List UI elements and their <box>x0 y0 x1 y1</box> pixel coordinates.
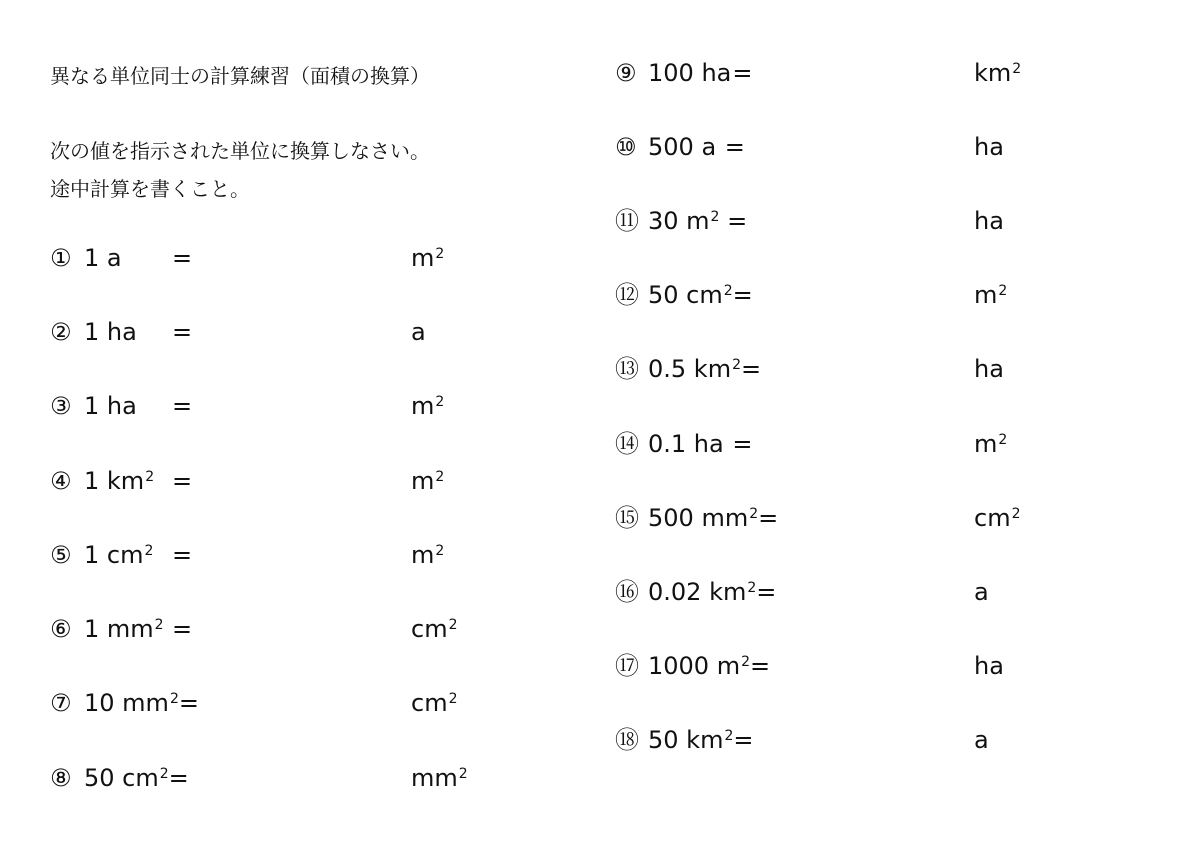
quantity-value: 100 ha <box>648 59 732 87</box>
problem-number: ⑰ <box>615 652 639 680</box>
target-unit <box>974 649 1005 683</box>
quantity-value: 1 ha <box>84 392 137 420</box>
equals-sign: = <box>733 726 754 754</box>
target-unit <box>411 315 427 349</box>
problem-quantity <box>648 204 747 238</box>
quantity-exponent: 2 <box>145 469 155 485</box>
equals-sign: = <box>178 689 199 717</box>
unit-exponent: 2 <box>435 469 445 485</box>
unit-label: a <box>411 318 426 346</box>
instruction-line-2: 途中計算を書くこと。 <box>50 177 250 201</box>
target-unit <box>974 204 1005 238</box>
target-unit <box>974 130 1005 164</box>
problem-number: ⑯ <box>615 578 639 606</box>
unit-label: ha <box>974 133 1004 161</box>
quantity-value: 10 mm <box>84 689 169 717</box>
problem-quantity <box>84 686 199 720</box>
quantity-value: 50 km <box>648 726 724 754</box>
problem-number: ⑥ <box>50 615 72 643</box>
unit-label: km <box>974 59 1012 87</box>
quantity-value: 0.02 km <box>648 578 747 606</box>
problem-number: ① <box>50 244 72 272</box>
problem-number: ⑮ <box>615 504 639 532</box>
equals-sign: = <box>172 318 193 346</box>
problem-quantity <box>84 241 123 275</box>
instruction-line-1: 次の値を指示された単位に換算しなさい。 <box>50 139 430 163</box>
problem-number: ④ <box>50 467 72 495</box>
target-unit <box>411 612 458 646</box>
unit-exponent: 2 <box>448 691 458 707</box>
target-unit <box>411 389 444 423</box>
equals-sign: = <box>724 430 753 458</box>
problem-number: ⑦ <box>50 689 72 717</box>
equals-sign: = <box>172 541 193 569</box>
target-unit <box>411 538 444 572</box>
problem-quantity <box>84 389 138 423</box>
unit-exponent: 2 <box>458 766 468 782</box>
quantity-value: 50 cm <box>84 764 159 792</box>
equals-sign: = <box>750 652 771 680</box>
problem-number: ⑩ <box>615 133 637 161</box>
quantity-value: 30 m <box>648 207 710 235</box>
quantity-exponent: 2 <box>741 654 751 670</box>
problem-number: ⑬ <box>615 355 639 383</box>
quantity-exponent: 2 <box>749 506 759 522</box>
unit-label: cm <box>411 689 448 717</box>
unit-exponent: 2 <box>435 394 445 410</box>
quantity-exponent: 2 <box>723 283 733 299</box>
target-unit <box>974 278 1007 312</box>
problem-number: ⑧ <box>50 764 72 792</box>
quantity-value: 500 mm <box>648 504 749 532</box>
problem-quantity <box>648 427 752 461</box>
problem-number: ⑤ <box>50 541 72 569</box>
quantity-value: 1 ha <box>84 318 137 346</box>
unit-label: m <box>411 392 435 420</box>
problem-quantity <box>648 723 753 757</box>
equals-sign: = <box>172 244 193 272</box>
equals-sign: = <box>758 504 779 532</box>
unit-label: m <box>974 281 998 309</box>
unit-label: m <box>411 244 435 272</box>
quantity-exponent: 2 <box>724 728 734 744</box>
equals-sign: = <box>741 355 762 383</box>
problem-quantity <box>648 278 753 312</box>
unit-exponent: 2 <box>998 283 1008 299</box>
unit-label: m <box>411 541 435 569</box>
quantity-value: 1000 m <box>648 652 741 680</box>
quantity-value: 0.5 km <box>648 355 732 383</box>
problem-quantity <box>648 501 778 535</box>
unit-label: m <box>411 467 435 495</box>
problem-number: ⑭ <box>615 430 639 458</box>
problem-number: ② <box>50 318 72 346</box>
equals-sign: = <box>172 467 193 495</box>
unit-exponent: 2 <box>448 617 458 633</box>
problem-quantity <box>84 464 154 498</box>
problem-number: ⑨ <box>615 59 637 87</box>
unit-exponent: 2 <box>435 246 445 262</box>
unit-label: mm <box>411 764 458 792</box>
quantity-exponent: 2 <box>154 617 164 633</box>
problem-number: ⑫ <box>615 281 639 309</box>
quantity-value: 500 a <box>648 133 717 161</box>
problem-number: ⑪ <box>615 207 639 235</box>
target-unit <box>974 575 990 609</box>
quantity-exponent: 2 <box>747 580 757 596</box>
problem-quantity <box>84 315 138 349</box>
problem-quantity <box>648 130 745 164</box>
equals-sign: = <box>732 281 753 309</box>
problem-number: ⑱ <box>615 726 639 754</box>
quantity-value: 1 km <box>84 467 145 495</box>
target-unit <box>974 352 1005 386</box>
equals-sign: = <box>756 578 777 606</box>
unit-label: a <box>974 578 989 606</box>
target-unit <box>974 427 1007 461</box>
target-unit <box>974 501 1021 535</box>
problem-quantity <box>84 538 153 572</box>
problem-quantity <box>648 649 770 683</box>
equals-sign: = <box>172 615 193 643</box>
unit-exponent: 2 <box>998 432 1008 448</box>
quantity-exponent: 2 <box>732 357 741 373</box>
unit-label: ha <box>974 355 1004 383</box>
equals-sign: = <box>732 59 753 87</box>
target-unit <box>411 686 458 720</box>
unit-label: cm <box>411 615 448 643</box>
quantity-exponent: 2 <box>144 543 154 559</box>
problem-quantity <box>648 56 752 90</box>
quantity-exponent: 2 <box>159 766 169 782</box>
quantity-value: 1 cm <box>84 541 144 569</box>
unit-label: ha <box>974 652 1004 680</box>
unit-exponent: 2 <box>435 543 445 559</box>
equals-sign: = <box>717 133 745 161</box>
quantity-value: 1 a <box>84 244 122 272</box>
equals-sign: = <box>719 207 748 235</box>
problem-quantity <box>84 761 189 795</box>
problem-number: ③ <box>50 392 72 420</box>
equals-sign: = <box>172 392 193 420</box>
problem-quantity <box>84 612 164 646</box>
target-unit <box>974 723 990 757</box>
unit-label: cm <box>974 504 1011 532</box>
target-unit <box>411 464 444 498</box>
quantity-exponent: 2 <box>169 691 179 707</box>
unit-label: ha <box>974 207 1004 235</box>
quantity-value: 1 mm <box>84 615 154 643</box>
quantity-value: 0.1 ha <box>648 430 724 458</box>
problem-quantity <box>648 575 776 609</box>
unit-label: a <box>974 726 989 754</box>
target-unit <box>974 56 1021 90</box>
target-unit <box>411 761 468 795</box>
worksheet-title: 異なる単位同士の計算練習（面積の換算） <box>50 64 430 88</box>
unit-exponent: 2 <box>1011 506 1021 522</box>
quantity-exponent: 2 <box>710 209 720 225</box>
unit-label: m <box>974 430 998 458</box>
equals-sign: = <box>168 764 189 792</box>
unit-exponent: 2 <box>1012 61 1022 77</box>
quantity-value: 50 cm <box>648 281 723 309</box>
target-unit <box>411 241 444 275</box>
problem-quantity <box>648 352 761 386</box>
